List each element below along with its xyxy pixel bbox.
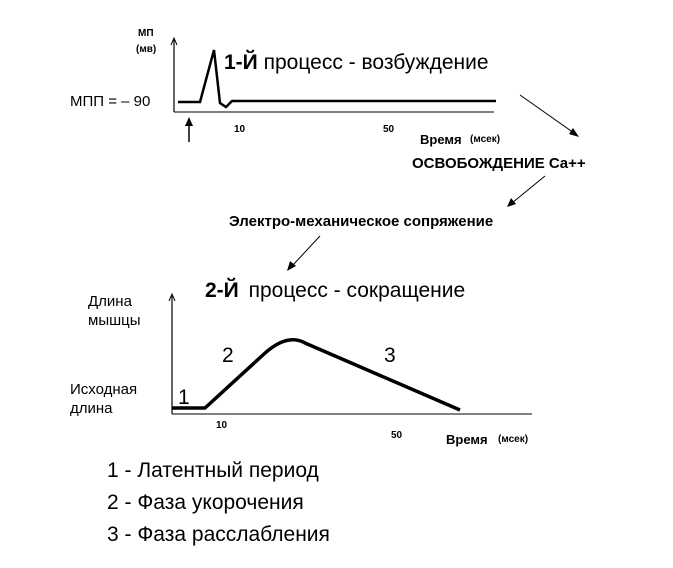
top-tick-10: 10	[234, 124, 246, 135]
legend-item-shortening: 2 - Фаза укорочения	[107, 491, 304, 514]
bottom-tick-50: 50	[391, 430, 403, 441]
bottom-x-label: Время	[446, 432, 488, 447]
process-2-name: процесс - сокращение	[248, 279, 466, 302]
calcium-release-label: ОСВОБОЖДЕНИЕ Ca++	[412, 155, 586, 172]
phase-2-marker: 2	[222, 344, 234, 367]
bottom-y-label: Длина	[88, 293, 132, 310]
top-tick-50: 50	[383, 124, 395, 135]
top-y-label: МП	[138, 28, 154, 39]
top-x-unit: (мсек)	[470, 134, 501, 145]
process-1-title	[224, 51, 489, 75]
legend-item-relaxation: 3 - Фаза расслабления	[107, 523, 330, 546]
arrow-to-contraction	[292, 236, 320, 266]
arrow-to-calcium-head	[569, 128, 579, 137]
initial-length-label: Исходная	[70, 381, 138, 398]
bottom-x-unit: (мсек)	[498, 434, 529, 445]
arrow-from-calcium-head	[507, 198, 516, 207]
phase-3-marker: 3	[384, 344, 396, 367]
legend-item-latent: 1 - Латентный период	[107, 459, 319, 482]
phase-1-marker: 1	[178, 386, 190, 409]
top-x-label: Время	[420, 132, 462, 147]
process-1-name: процесс - возбуждение	[263, 51, 489, 74]
arrow-to-calcium	[520, 95, 574, 133]
process-1-number: 1-Й	[224, 51, 258, 74]
initial-length-label-2: длина	[70, 400, 113, 417]
top-y-unit: (мв)	[136, 44, 157, 55]
process-2-number: 2-Й	[205, 279, 239, 302]
coupling-label: Электро-механическое сопряжение	[229, 213, 494, 230]
resting-potential-label: МПП = – 90	[70, 93, 151, 110]
bottom-y-label-2: мышцы	[88, 312, 141, 329]
bottom-tick-10: 10	[216, 420, 228, 431]
process-2-title	[205, 279, 465, 303]
arrow-from-calcium	[512, 176, 545, 203]
stimulus-arrowhead	[185, 117, 193, 126]
contraction-trace	[172, 340, 460, 410]
